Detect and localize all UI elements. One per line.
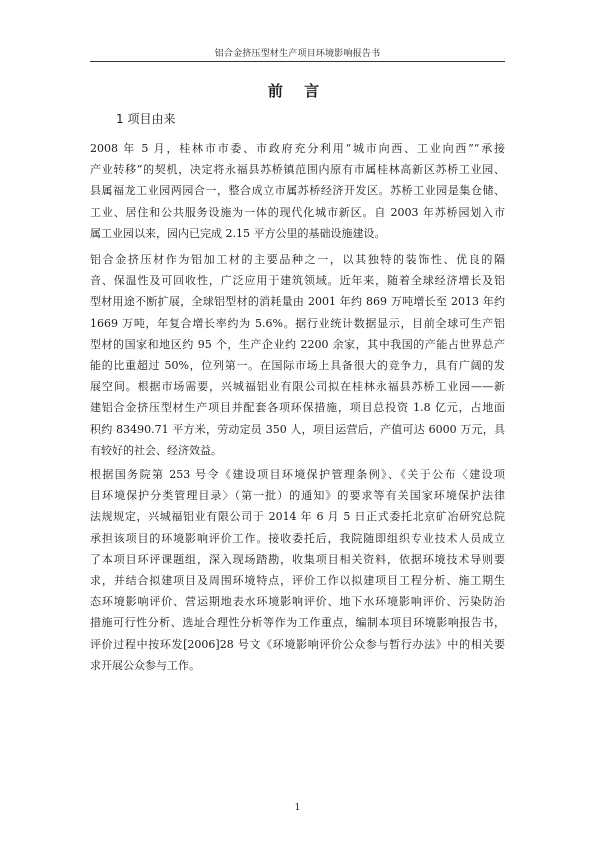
- paragraph-line: 了本项目环评课题组，深入现场踏勘，收集项目相关资料，依据环境技术导则要: [90, 552, 505, 566]
- paragraph-line: 属工业园以来，园内已完成 2.15 平方公里的基础设施建设。: [90, 226, 386, 240]
- paragraph-line: 铝合金挤压材作为铝加工材的主要品种之一，以其独特的装饰性、优良的隔: [90, 253, 505, 266]
- paragraph-line: 法规规定，兴城福铝业有限公司于 2014 年 6 月 5 日正式委托北京矿冶研究总院: [90, 510, 505, 524]
- paragraph-line: 产业转移”的契机，决定将永福县苏桥镇范围内原有市属桂林高新区苏桥工业园、: [90, 163, 505, 177]
- paragraph-line: 建铝合金挤压型材生产项目并配套各项环保措施，项目总投资 1.8 亿元，占地面: [90, 401, 505, 415]
- paragraph-line: 音、保温性及可回收性，广泛应用于建筑领域。近年来，随着全球经济增长及铝: [90, 274, 505, 288]
- paragraph-line: 根据国务院第 253 号令《建设项目环境保护管理条例》、《关于公布〈建设项: [90, 468, 505, 481]
- paragraph-line: 承担该项目的环境影响评价工作。接收委托后，我院随即组织专业技术人员成立: [90, 531, 505, 545]
- section-heading: 1 项目由来: [116, 112, 176, 126]
- paragraph-line: 2008 年 5 月，桂林市市委、市政府充分利用“城市向西、工业向西”“承接: [90, 142, 505, 155]
- paragraph-line: 县属福龙工业园两园合一，整合成立市属苏桥经济开发区。苏桥工业园是集仓储、: [90, 184, 505, 198]
- paragraph-line: 措施可行性分析、选址合理性分析等作为工作重点，编制本项目环境影响报告书，: [90, 616, 505, 630]
- paragraph-line: 态环境影响评价、营运期地表水环境影响评价、地下水环境影响评价、污染防治: [90, 595, 505, 609]
- header-rule: [90, 61, 505, 62]
- paragraph-line: 工业、居住和公共服务设施为一体的现代化城市新区。自 2003 年苏桥园划入市: [90, 205, 505, 219]
- paragraph-line: 目环境保护分类管理目录〉（第一批）的通知》的要求等有关国家环境保护法律: [90, 489, 505, 503]
- paragraph-line: 评价过程中按环发[2006]28 号文《环境影响评价公众参与暂行办法》中的相关要: [90, 637, 505, 651]
- paragraph-line: 求开展公众参与工作。: [90, 658, 200, 672]
- paragraph-line: 展空间。根据市场需要，兴城福铝业有限公司拟在桂林永福县苏桥工业园——新: [90, 380, 505, 394]
- paragraph-1: [90, 138, 505, 244]
- paragraph-line: 求，并结合拟建项目及周围环境特点，评价工作以拟建项目工程分析、施工期生: [90, 573, 505, 587]
- paragraph-line: 有较好的社会、经济效益。: [90, 443, 222, 457]
- paragraph-line: 能的比重超过 50%，位列第一。在国际市场上具备很大的竞争力，具有广阔的发: [90, 358, 505, 372]
- page-number: 1: [294, 803, 301, 813]
- document-title: 前 言: [267, 82, 328, 100]
- paragraph-line: 1669 万吨，年复合增长率约为 5.6%。据行业统计数据显示，目前全球可生产铝: [90, 316, 505, 330]
- paragraph-2: [90, 249, 505, 461]
- paragraph-line: 型材用途不断扩展，全球铝型材的消耗量由 2001 年约 869 万吨增长至 2013 年约: [90, 295, 505, 309]
- paragraph-line: 积约 83490.71 平方米，劳动定员 350 人，项目运营后，产值可达 6000 万元，具: [90, 422, 505, 436]
- paragraph-3: [90, 464, 505, 676]
- running-header: 铝合金挤压型材生产项目环境影响报告书: [214, 49, 381, 59]
- paragraph-line: 型材的国家和地区约 95 个，生产企业约 2200 余家，其中我国的产能占世界总产: [90, 337, 505, 351]
